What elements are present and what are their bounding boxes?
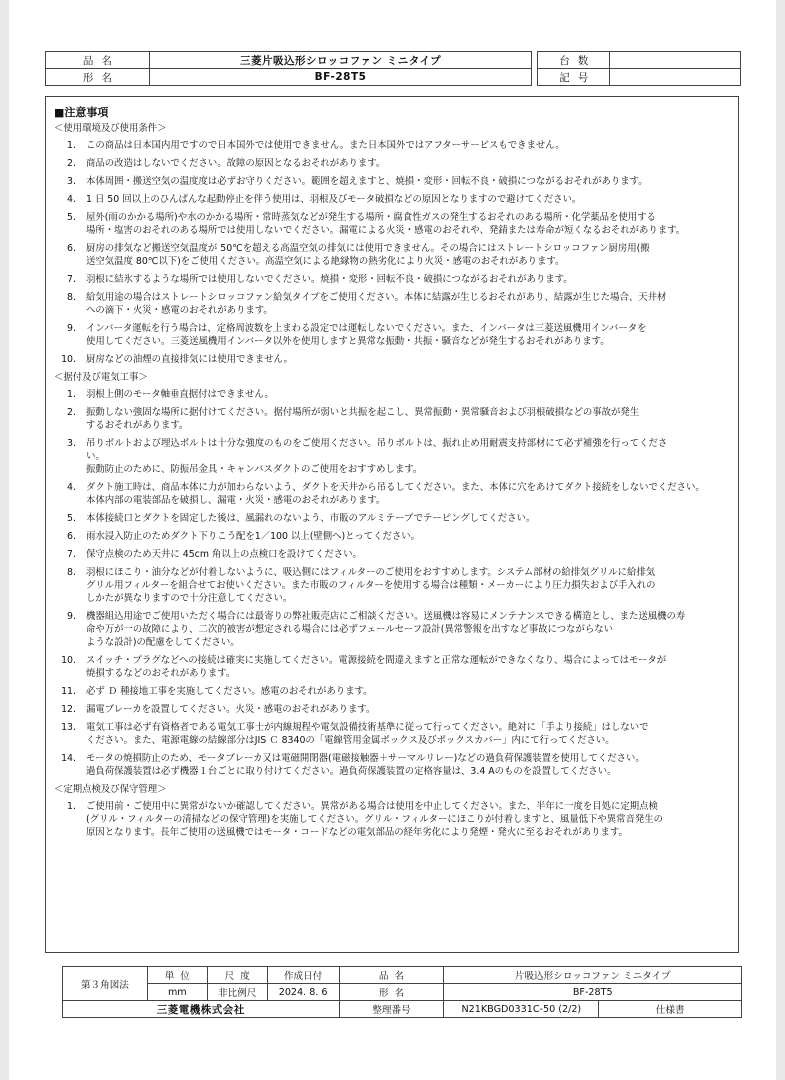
- note-line: ダクト施工時は、商品本体に力が加わらないよう、ダクトを天井から吊るしてください。また、本体に穴をあけてダクト接続をしないでください。: [86, 482, 705, 493]
- note-text: [86, 481, 734, 507]
- note-item: [54, 800, 734, 839]
- note-line: 焼損するなどのおそれがあります。: [86, 668, 236, 679]
- note-line: 電気工事は必ず有資格者である電気工事士が内線規程や電気設備技術基準に従って行ってください。絶対に「手より接続」はしないで: [86, 722, 649, 733]
- note-item: [54, 481, 734, 507]
- note-number: 1.: [67, 140, 76, 151]
- note-text: [86, 721, 734, 747]
- note-number: 4.: [67, 194, 76, 205]
- note-item: [54, 175, 734, 188]
- note-item: [54, 685, 734, 698]
- note-number: 3.: [67, 176, 76, 187]
- note-number: 13.: [61, 722, 76, 733]
- note-number: 9.: [67, 611, 76, 622]
- model-name: BF-28T5: [149, 69, 531, 86]
- note-line: ください。また、電源電線の結線部分はJIS Ｃ 8340の「電線管用金属ボックス及びボックスカバー」内にて行ってください。: [86, 735, 615, 746]
- note-text: [86, 685, 734, 698]
- note-text: [86, 654, 734, 680]
- left-page-edge: [0, 0, 9, 1080]
- hinmei-label: 品名: [46, 52, 150, 69]
- note-line: 原因となります。長年ご使用の送風機ではモータ・コードなどの電気部品の経年劣化により発煙・発火に至るおそれがあります。: [86, 827, 628, 838]
- product-name: 三菱片吸込形シロッコファン ミニタイプ: [149, 52, 531, 69]
- note-text: [86, 175, 734, 188]
- note-line: 本体内部の電装部品を破損し、漏電・火災・感電のおそれがあります。: [86, 495, 386, 506]
- note-line: インバータ運転を行う場合は、定格周波数を上まわる設定では運転しないでください。また、インバータは三菱送風機用インバータを: [86, 323, 647, 334]
- note-item: [54, 139, 734, 152]
- note-line: 振動しない強固な場所に据付けてください。据付場所が弱いと共振を起こし、異常振動・異常騒音および羽根破損などの事故が発生: [86, 407, 640, 418]
- note-item: [54, 273, 734, 286]
- note-line: 給気用途の場合はストレートシロッコファン給気タイプをご使用ください。本体に結露が生じるおそれがあり、結露が生じた場合、天井材: [86, 292, 667, 303]
- note-text: [86, 406, 734, 432]
- note-text: [86, 752, 734, 778]
- note-line: 使用してください。三菱送風機用インバータ以外を使用しますと異常な振動・共振・騒音などが発生するおそれがあります。: [86, 336, 610, 347]
- note-line: 屋外(雨のかかる場所)や水のかかる場所・常時蒸気などが発生する場所・腐食性ガスの発生するおそれのある場所・化学薬品を使用する: [86, 212, 656, 223]
- note-line: 漏電ブレーカを設置してください。火災・感電のおそれがあります。: [86, 704, 376, 715]
- note-text: [86, 548, 734, 561]
- note-line: ような設計)の配慮をしてください。: [86, 637, 240, 648]
- note-line: 保守点検のため天井に 45cm 角以上の点検口を設けてください。: [86, 549, 362, 560]
- right-page-edge: [776, 0, 785, 1080]
- note-text: [86, 242, 734, 268]
- note-number: 7.: [67, 549, 76, 560]
- note-item: [54, 610, 734, 649]
- note-text: [86, 800, 734, 839]
- note-line: 羽根上側のモータ軸垂直据付はできません。: [86, 389, 274, 400]
- notes-box: [45, 96, 739, 953]
- note-line: 1 日 50 回以上のひんぱんな起動停止を伴う使用は、羽根及びモータ破損などの原因となりますので避けてください。: [86, 194, 582, 205]
- footer-product-name: 片吸込形シロッコファン ミニタイプ: [444, 967, 742, 984]
- note-number: 11.: [61, 686, 76, 697]
- note-number: 6.: [67, 531, 76, 542]
- note-line: い。: [86, 451, 105, 462]
- footer-product-model: BF-28T5: [444, 984, 742, 1001]
- note-item: [54, 721, 734, 747]
- kigo-value: [610, 69, 741, 86]
- seiri-label: 整理番号: [339, 1001, 444, 1018]
- note-number: 5.: [67, 513, 76, 524]
- note-text: [86, 322, 734, 348]
- note-item: [54, 406, 734, 432]
- note-line: 羽根にほこり・油分などが付着しないように、吸込側にはフィルターのご使用をおすすめします。システム部材の給排気グリルに給排気: [86, 567, 656, 578]
- note-item: [54, 512, 734, 525]
- note-line: スイッチ・プラグなどへの接続は確実に実施してください。電源接続を間違えますと正常な運転ができなくなり、場合によってはモータが: [86, 655, 667, 666]
- note-item: [54, 566, 734, 605]
- footer-hinmei-label: 品名: [339, 967, 444, 984]
- note-line: この商品は日本国内用ですので日本国外では使用できません。また日本国外ではアフターサービスもできません。: [86, 140, 565, 151]
- note-text: [86, 273, 734, 286]
- note-text: [86, 291, 734, 317]
- document-type: 仕様書: [599, 1001, 742, 1018]
- footer-table: [62, 966, 742, 1018]
- note-item: [54, 530, 734, 543]
- projection-method: 第３角図法: [63, 967, 148, 1001]
- note-text: [86, 139, 734, 152]
- note-item: [54, 548, 734, 561]
- note-item: [54, 291, 734, 317]
- note-text: [86, 437, 734, 476]
- note-number: 14.: [61, 753, 76, 764]
- date-value: 2024. 8. 6: [267, 984, 339, 1001]
- kigo-label: 記号: [538, 69, 610, 86]
- note-text: [86, 530, 734, 543]
- note-item: [54, 211, 734, 237]
- note-text: [86, 566, 734, 605]
- note-number: 4.: [67, 482, 76, 493]
- note-line: 場所・塩害のおそれのある場所では使用しないでください。漏電による火災・感電のおそれや、発錆または寿命が短くなるおそれがあります。: [86, 225, 686, 236]
- note-line: するおそれがあります。: [86, 420, 189, 431]
- note-line: ご使用前・ご使用中に異常がないか確認してください。異常がある場合は使用を中止してください。また、半年に一度を目処に定期点検: [86, 801, 658, 812]
- section-heading: ＜据付及び電気工事＞: [54, 372, 148, 383]
- note-line: 雨水浸入防止のためダクト下りこう配を1／100 以上(壁側へ)とってください。: [86, 531, 420, 542]
- note-line: 厨房などの油煙の直接排気には使用できません。: [86, 354, 293, 365]
- note-line: 過負荷保護装置は必ず機器１台ごとに取り付けてください。過負荷保護装置の定格容量は、3.4 Aのものを設置してください。: [86, 766, 617, 777]
- note-item: [54, 437, 734, 476]
- katamei-label: 形名: [46, 69, 150, 86]
- note-number: 6.: [67, 243, 76, 254]
- note-item: [54, 322, 734, 348]
- note-number: 9.: [67, 323, 76, 334]
- note-line: 吊りボルトおよび埋込ボルトは十分な強度のものをご使用ください。吊りボルトは、振れ止め用耐震支持部材にて必ず補強を行ってくださ: [86, 438, 668, 449]
- note-number: 3.: [67, 438, 76, 449]
- daisu-value: [610, 52, 741, 69]
- daisu-label: 台数: [538, 52, 610, 69]
- note-line: 必ず Ｄ 種接地工事を実施してください。感電のおそれがあります。: [86, 686, 373, 697]
- note-text: [86, 610, 734, 649]
- note-item: [54, 752, 734, 778]
- notes-content: [54, 122, 734, 844]
- scale-label: 尺度: [207, 967, 267, 984]
- note-line: 送空気温度 80℃以下)をご使用ください。高温空気による絶縁物の熱劣化により火災・感電のおそれがあります。: [86, 256, 565, 267]
- notes-title: ■注意事項: [54, 106, 109, 119]
- note-text: [86, 703, 734, 716]
- note-item: [54, 654, 734, 680]
- note-line: 本体接続口とダクトを固定した後は、風漏れのないよう、市販のアルミテープでテーピングしてください。: [86, 513, 536, 524]
- note-item: [54, 388, 734, 401]
- unit-label: 単位: [147, 967, 207, 984]
- note-number: 2.: [67, 158, 76, 169]
- note-number: 7.: [67, 274, 76, 285]
- note-line: (グリル・フィルターの清掃などの保守管理)を実施してください。グリル・フィルターにほこりが付着しますと、風量低下や異常音発生の: [86, 814, 663, 825]
- note-line: 羽根に結氷するような場所では使用しないでください。焼損・変形・回転不良・破損につながるおそれがあります。: [86, 274, 573, 285]
- note-text: [86, 512, 734, 525]
- header-table: [45, 51, 741, 86]
- note-item: [54, 193, 734, 206]
- note-line: 機器組込用途でご使用いただく場合には最寄りの弊社販売店にご相談ください。送風機は容易にメンテナンスできる構造とし、また送風機の寿: [86, 611, 686, 622]
- company-name: 三菱電機株式会社: [63, 1001, 340, 1018]
- note-line: 商品の改造はしないでください。故障の原因となるおそれがあります。: [86, 158, 386, 169]
- note-line: しかたが異なりますので十分注意してください。: [86, 593, 293, 604]
- note-item: [54, 703, 734, 716]
- note-line: 厨房の排気など搬送空気温度が 50℃を超える高温空気の排気には使用できません。その場合にはストレートシロッコファン厨房用(搬: [86, 243, 650, 254]
- note-text: [86, 157, 734, 170]
- note-line: グリル用フィルターを組合せてお使いください。また市販のフィルターを使用する場合は種類・メーカーにより圧力損失および手入れの: [86, 580, 656, 591]
- note-number: 1.: [67, 389, 76, 400]
- note-number: 2.: [67, 407, 76, 418]
- note-text: [86, 353, 734, 366]
- date-label: 作成日付: [267, 967, 339, 984]
- note-number: 10.: [61, 354, 76, 365]
- scale-value: 非比例尺: [207, 984, 267, 1001]
- note-line: への滴下・火災・感電のおそれがあります。: [86, 305, 273, 316]
- note-number: 5.: [67, 212, 76, 223]
- note-item: [54, 242, 734, 268]
- note-line: 振動防止のために、防振吊金具・キャンバスダクトのご使用をおすすめします。: [86, 464, 423, 475]
- note-line: モータの焼損防止のため、モータブレーカ又は電磁開閉器(電磁接触器＋サーマルリレー)などの過負荷保護装置を使用してください。: [86, 753, 645, 764]
- note-item: [54, 353, 734, 366]
- note-number: 8.: [67, 567, 76, 578]
- note-number: 1.: [67, 801, 76, 812]
- note-line: 本体周囲・搬送空気の温度度は必ずお守りください。範囲を超えますと、焼損・変形・回転不良・破損につながるおそれがあります。: [86, 176, 648, 187]
- note-number: 10.: [61, 655, 76, 666]
- footer-katamei-label: 形名: [339, 984, 444, 1001]
- seiri-number: N21KBGD0331C-50 (2/2): [444, 1001, 599, 1018]
- note-item: [54, 157, 734, 170]
- section-heading: ＜定期点検及び保守管理＞: [54, 784, 167, 795]
- note-number: 12.: [61, 704, 76, 715]
- note-line: 命や万が一の故障により、二次的被害が想定される場合には必ずフェールセーフ設計(異常警報を出すなど事故につながらない: [86, 624, 613, 635]
- note-text: [86, 193, 734, 206]
- note-text: [86, 211, 734, 237]
- section-heading: ＜使用環境及び使用条件＞: [54, 123, 167, 134]
- unit-value: mm: [147, 984, 207, 1001]
- note-text: [86, 388, 734, 401]
- note-number: 8.: [67, 292, 76, 303]
